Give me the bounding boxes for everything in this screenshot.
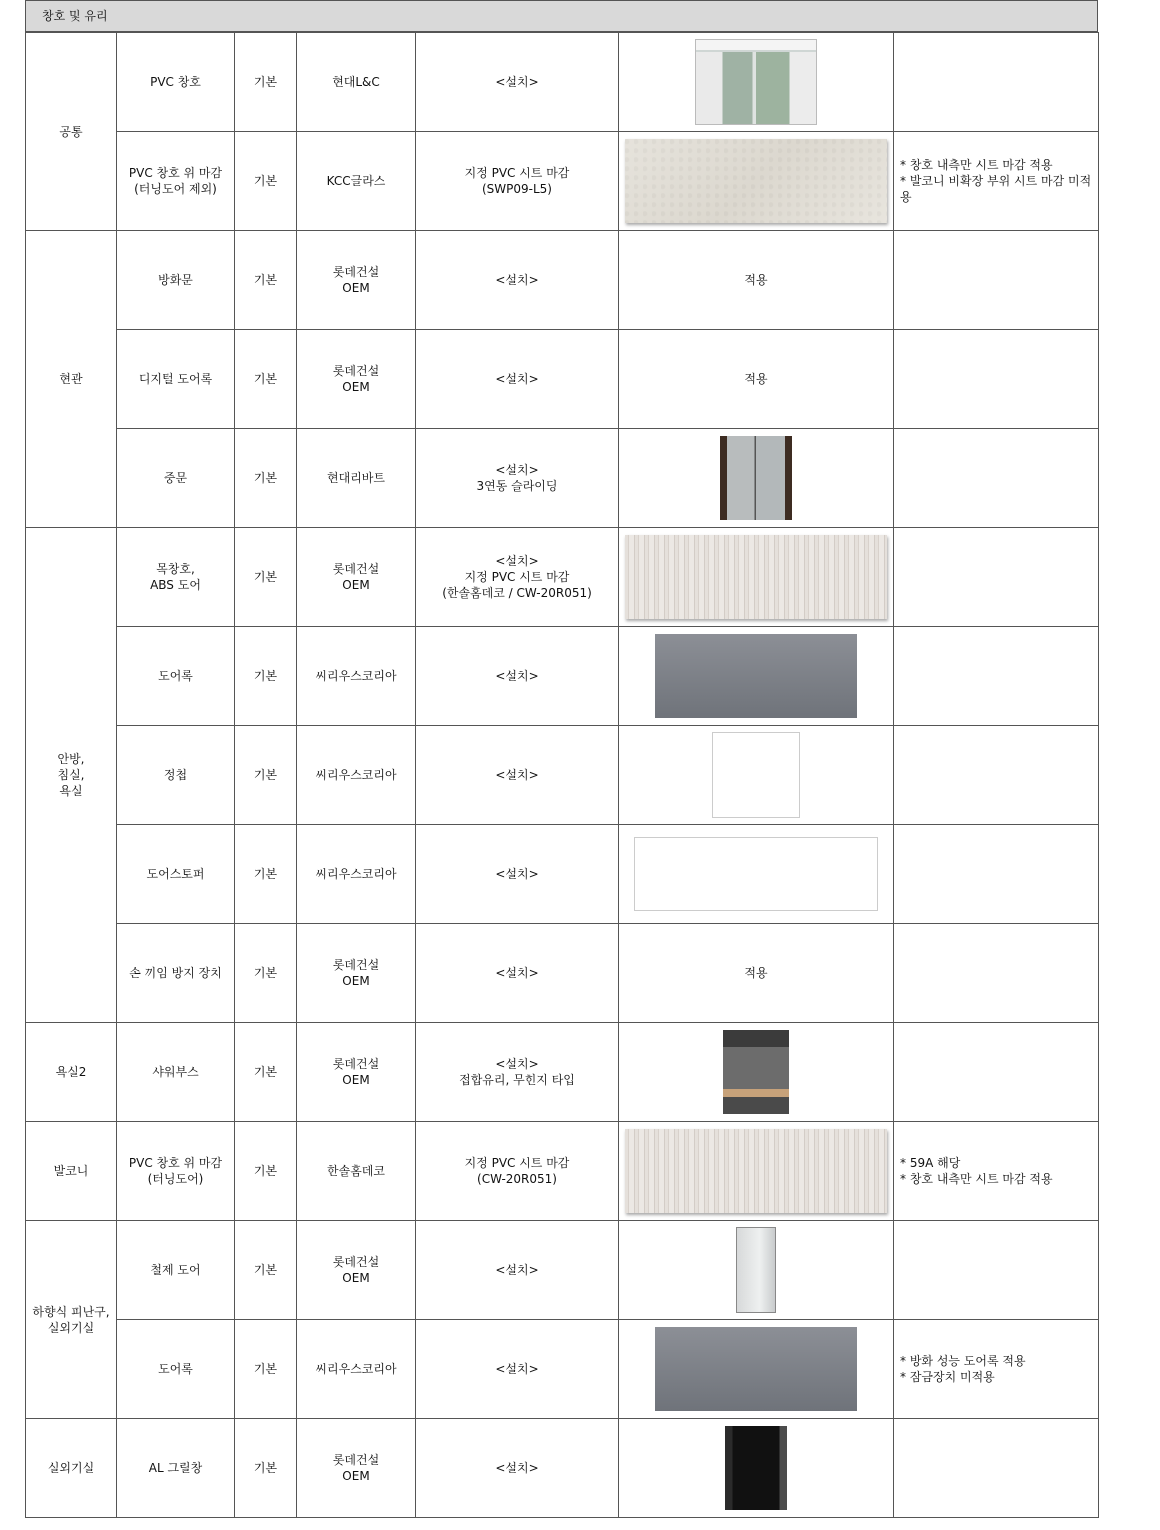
- item-cell: 철제 도어: [117, 1221, 235, 1320]
- grade-cell: 기본: [235, 132, 297, 231]
- item-cell: AL 그릴창: [117, 1419, 235, 1518]
- spec-sheet: [25, 0, 1098, 1518]
- note-cell: [894, 429, 1099, 528]
- product-image: [720, 436, 792, 520]
- item-cell: 도어록: [117, 1320, 235, 1419]
- product-image: [712, 732, 800, 818]
- spec-cell: <설치>: [416, 33, 619, 132]
- grade-cell: 기본: [235, 231, 297, 330]
- note-cell: [894, 1023, 1099, 1122]
- item-cell: 도어스토퍼: [117, 825, 235, 924]
- note-cell: [894, 231, 1099, 330]
- maker-cell: 롯데건설 OEM: [297, 231, 416, 330]
- spec-cell: <설치> 지정 PVC 시트 마감 (한솔홈데코 / CW-20R051): [416, 528, 619, 627]
- table-row: [26, 1122, 1099, 1221]
- product-image: [655, 1327, 857, 1411]
- area-cell: 발코니: [26, 1122, 117, 1221]
- spec-cell: <설치> 3연동 슬라이딩: [416, 429, 619, 528]
- item-cell: 정첩: [117, 726, 235, 825]
- image-cell: [619, 726, 894, 825]
- grade-cell: 기본: [235, 924, 297, 1023]
- item-cell: 샤워부스: [117, 1023, 235, 1122]
- grade-cell: 기본: [235, 1320, 297, 1419]
- maker-cell: 롯데건설 OEM: [297, 528, 416, 627]
- table-row: [26, 231, 1099, 330]
- image-cell: 적용: [619, 924, 894, 1023]
- spec-cell: <설치>: [416, 924, 619, 1023]
- product-image: [625, 535, 887, 619]
- table-row: [26, 1023, 1099, 1122]
- item-cell: 도어록: [117, 627, 235, 726]
- spec-table: [25, 32, 1099, 1518]
- image-cell: [619, 1122, 894, 1221]
- area-cell: 안방, 침실, 욕실: [26, 528, 117, 1023]
- grade-cell: 기본: [235, 429, 297, 528]
- product-image: [634, 837, 878, 911]
- product-image: [725, 1426, 787, 1510]
- image-cell: 적용: [619, 330, 894, 429]
- table-row: [26, 1419, 1099, 1518]
- image-cell: [619, 627, 894, 726]
- section-title: 창호 및 유리: [25, 0, 1098, 32]
- table-row: [26, 726, 1099, 825]
- maker-cell: 씨리우스코리아: [297, 1320, 416, 1419]
- maker-cell: 롯데건설 OEM: [297, 1221, 416, 1320]
- item-cell: 방화문: [117, 231, 235, 330]
- grade-cell: 기본: [235, 627, 297, 726]
- spec-cell: <설치>: [416, 1320, 619, 1419]
- table-row: [26, 528, 1099, 627]
- grade-cell: 기본: [235, 528, 297, 627]
- note-cell: * 방화 성능 도어록 적용 * 잠금장치 미적용: [894, 1320, 1099, 1419]
- product-image: [625, 1129, 887, 1213]
- note-cell: [894, 528, 1099, 627]
- grade-cell: 기본: [235, 825, 297, 924]
- image-cell: [619, 1419, 894, 1518]
- note-cell: [894, 825, 1099, 924]
- product-image: [655, 634, 857, 718]
- table-row: [26, 132, 1099, 231]
- note-cell: * 창호 내측만 시트 마감 적용 * 발코니 비확장 부위 시트 마감 미적용: [894, 132, 1099, 231]
- image-cell: [619, 1221, 894, 1320]
- image-cell: [619, 1320, 894, 1419]
- image-cell: [619, 1023, 894, 1122]
- note-cell: [894, 33, 1099, 132]
- grade-cell: 기본: [235, 330, 297, 429]
- table-row: [26, 825, 1099, 924]
- item-cell: 손 끼임 방지 장치: [117, 924, 235, 1023]
- spec-cell: <설치>: [416, 330, 619, 429]
- maker-cell: 롯데건설 OEM: [297, 330, 416, 429]
- spec-cell: <설치>: [416, 1221, 619, 1320]
- spec-cell: <설치>: [416, 1419, 619, 1518]
- product-image: [695, 39, 817, 125]
- maker-cell: 씨리우스코리아: [297, 627, 416, 726]
- note-cell: [894, 1419, 1099, 1518]
- maker-cell: 롯데건설 OEM: [297, 924, 416, 1023]
- grade-cell: 기본: [235, 726, 297, 825]
- area-cell: 욕실2: [26, 1023, 117, 1122]
- table-row: [26, 33, 1099, 132]
- spec-cell: <설치>: [416, 231, 619, 330]
- image-cell: [619, 825, 894, 924]
- product-image: [723, 1030, 789, 1114]
- maker-cell: 롯데건설 OEM: [297, 1419, 416, 1518]
- item-cell: PVC 창호 위 마감 (터닝도어 제외): [117, 132, 235, 231]
- spec-cell: <설치>: [416, 627, 619, 726]
- note-cell: [894, 1221, 1099, 1320]
- table-row: [26, 924, 1099, 1023]
- item-cell: PVC 창호 위 마감 (터닝도어): [117, 1122, 235, 1221]
- grade-cell: 기본: [235, 33, 297, 132]
- grade-cell: 기본: [235, 1419, 297, 1518]
- area-cell: 공통: [26, 33, 117, 231]
- spec-cell: <설치> 접합유리, 무힌지 타입: [416, 1023, 619, 1122]
- grade-cell: 기본: [235, 1023, 297, 1122]
- image-cell: [619, 132, 894, 231]
- grade-cell: 기본: [235, 1221, 297, 1320]
- image-cell: 적용: [619, 231, 894, 330]
- item-cell: PVC 창호: [117, 33, 235, 132]
- area-cell: 현관: [26, 231, 117, 528]
- area-cell: 하향식 피난구, 실외기실: [26, 1221, 117, 1419]
- area-cell: 실외기실: [26, 1419, 117, 1518]
- maker-cell: 한솔홈데코: [297, 1122, 416, 1221]
- spec-cell: 지정 PVC 시트 마감 (CW-20R051): [416, 1122, 619, 1221]
- spec-cell: 지정 PVC 시트 마감 (SWP09-L5): [416, 132, 619, 231]
- table-row: [26, 1320, 1099, 1419]
- product-image: [736, 1227, 776, 1313]
- maker-cell: 현대리바트: [297, 429, 416, 528]
- item-cell: 목창호, ABS 도어: [117, 528, 235, 627]
- item-cell: 디지털 도어록: [117, 330, 235, 429]
- note-cell: * 59A 해당 * 창호 내측만 시트 마감 적용: [894, 1122, 1099, 1221]
- note-cell: [894, 726, 1099, 825]
- spec-cell: <설치>: [416, 726, 619, 825]
- maker-cell: 롯데건설 OEM: [297, 1023, 416, 1122]
- product-image: [625, 139, 887, 223]
- note-cell: [894, 924, 1099, 1023]
- item-cell: 중문: [117, 429, 235, 528]
- table-row: [26, 429, 1099, 528]
- table-row: [26, 330, 1099, 429]
- note-cell: [894, 627, 1099, 726]
- grade-cell: 기본: [235, 1122, 297, 1221]
- maker-cell: KCC글라스: [297, 132, 416, 231]
- note-cell: [894, 330, 1099, 429]
- maker-cell: 씨리우스코리아: [297, 825, 416, 924]
- image-cell: [619, 33, 894, 132]
- table-row: [26, 627, 1099, 726]
- maker-cell: 현대L&C: [297, 33, 416, 132]
- spec-cell: <설치>: [416, 825, 619, 924]
- image-cell: [619, 429, 894, 528]
- image-cell: [619, 528, 894, 627]
- maker-cell: 씨리우스코리아: [297, 726, 416, 825]
- table-row: [26, 1221, 1099, 1320]
